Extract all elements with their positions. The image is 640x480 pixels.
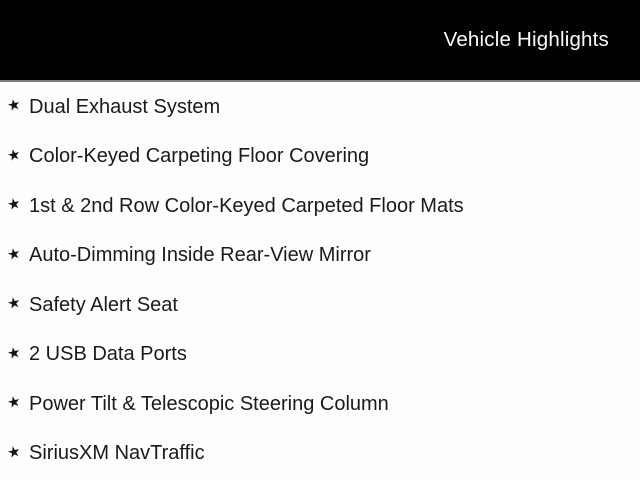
star-icon: ★ — [5, 343, 23, 363]
feature-label: SiriusXM NavTraffic — [29, 442, 205, 465]
feature-label: 2 USB Data Ports — [29, 343, 187, 366]
star-icon: ★ — [5, 294, 23, 314]
list-item — [0, 330, 640, 380]
feature-label: 1st & 2nd Row Color-Keyed Carpeted Floor Mats — [29, 194, 464, 217]
header-bar — [0, 0, 640, 82]
list-item — [0, 231, 640, 281]
star-icon: ★ — [5, 195, 23, 215]
vehicle-feature-list — [0, 82, 640, 480]
feature-label: Power Tilt & Telescopic Steering Column — [29, 392, 389, 415]
list-item — [0, 132, 640, 182]
star-icon: ★ — [5, 96, 23, 116]
star-icon: ★ — [5, 442, 23, 462]
list-item — [0, 181, 640, 231]
feature-label: Safety Alert Seat — [29, 293, 178, 316]
feature-label: Dual Exhaust System — [29, 95, 221, 118]
star-icon: ★ — [5, 145, 23, 165]
feature-label: Color-Keyed Carpeting Floor Covering — [29, 145, 370, 168]
star-icon: ★ — [5, 393, 23, 413]
list-item — [0, 82, 640, 132]
list-item — [0, 429, 640, 479]
list-item — [0, 379, 640, 429]
star-icon: ★ — [5, 244, 23, 264]
feature-label: Auto-Dimming Inside Rear-View Mirror — [29, 244, 371, 267]
page-title: Vehicle Highlights — [443, 27, 609, 51]
list-item — [0, 280, 640, 330]
